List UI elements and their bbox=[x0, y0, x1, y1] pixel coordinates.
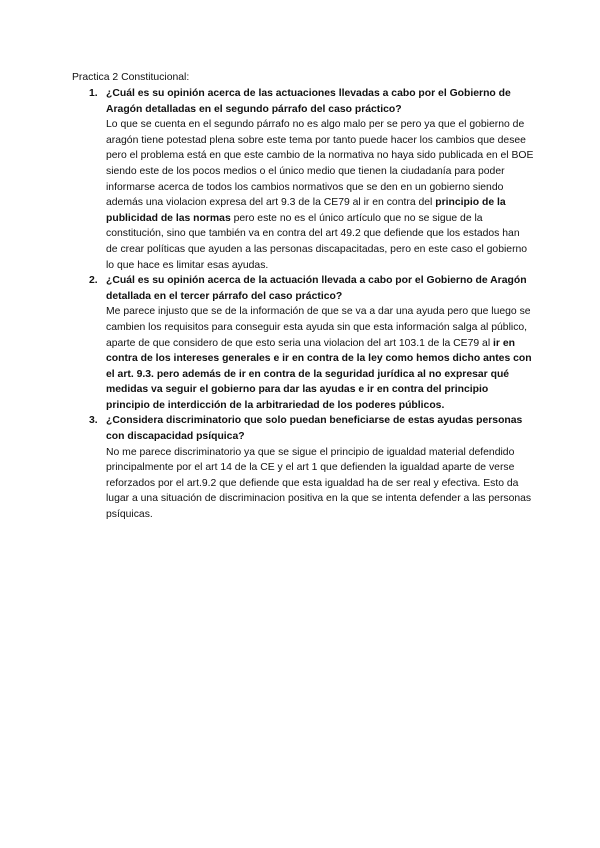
answer-bold-segment: principio de la publicidad de las normas bbox=[106, 197, 506, 224]
answer-text bbox=[106, 304, 534, 413]
question-item-3 bbox=[72, 413, 534, 522]
question-number: 3. bbox=[89, 415, 98, 427]
question-list bbox=[72, 86, 534, 523]
answer-text bbox=[106, 445, 534, 523]
question-text: ¿Cuál es su opinión acerca de la actuación llevada a cabo por el Gobierno de Aragón detallada en el tercer párrafo del caso práctico? bbox=[106, 275, 527, 302]
answer-segment: pero este no es el único artículo que no se sigue de la constitución, sino que también va en contra del art 49.2 que defiende que los estados han de crear políticas que ayuden a las personas discapacitadas, pero en este caso el gobierno lo que hace es limitar esas ayudas. bbox=[106, 212, 528, 271]
question-item-2 bbox=[72, 273, 534, 413]
answer-segment: Lo que se cuenta en el segundo párrafo no es algo malo per se pero ya que el gobierno de aragón tiene potestad plena sobre este tema por tanto puede hacer los cambios que desee pero el problema está en que este cambio de la normativa no haya sido publicada en el BOE siendo este de los pocos medios o el único medio que tienen la ciudadanía para poder informarse acerca de todos los cambios normativos que se den en un gobierno siendo además una violacion expresa del art 9.3 de la CE79 al ir en contra del bbox=[106, 119, 534, 209]
document-title: Practica 2 Constitucional: bbox=[72, 72, 190, 83]
answer-bold-segment: ir en contra de los intereses generales e ir en contra de la ley como hemos dicho antes con el art. 9.3. pero además de ir en contra de la seguridad jurídica al no expresar qué medidas va seguir el gobierno para dar las ayudas e ir en contra del principio principio de interdicción de la arbitrariedad de los poderes públicos. bbox=[106, 337, 532, 411]
question-number: 1. bbox=[89, 88, 98, 99]
question-item-1 bbox=[72, 86, 534, 273]
question-text: ¿Considera discriminatorio que solo puedan beneficiarse de estas ayudas personas con discapacidad psíquica? bbox=[106, 415, 523, 443]
question-text: ¿Cuál es su opinión acerca de las actuaciones llevadas a cabo por el Gobierno de Aragón detalladas en el segundo párrafo del caso práctico? bbox=[106, 88, 511, 115]
answer-text bbox=[106, 117, 534, 273]
question-number: 2. bbox=[89, 275, 98, 287]
answer-segment: No me parece discriminatorio ya que se sigue el principio de igualdad material defendido principalmente por el art 14 de la CE y el art 1 que defienden la igualdad aparte de verse reforzados por el art.9.2 que defiende que esta igualdad ha de ser real y efectiva. Esto da lugar a una situación de discriminacion positiva en la que se intenta defender a las personas psíquicas. bbox=[106, 446, 532, 521]
answer-segment: Me parece injusto que se de la información de que se va a dar una ayuda pero que luego se cambien los requisitos para conseguir esta ayuda sin que esta información salga al público, aparte de que considero de que esto seria una violacion del art 103.1 de la CE79 al bbox=[106, 306, 531, 349]
